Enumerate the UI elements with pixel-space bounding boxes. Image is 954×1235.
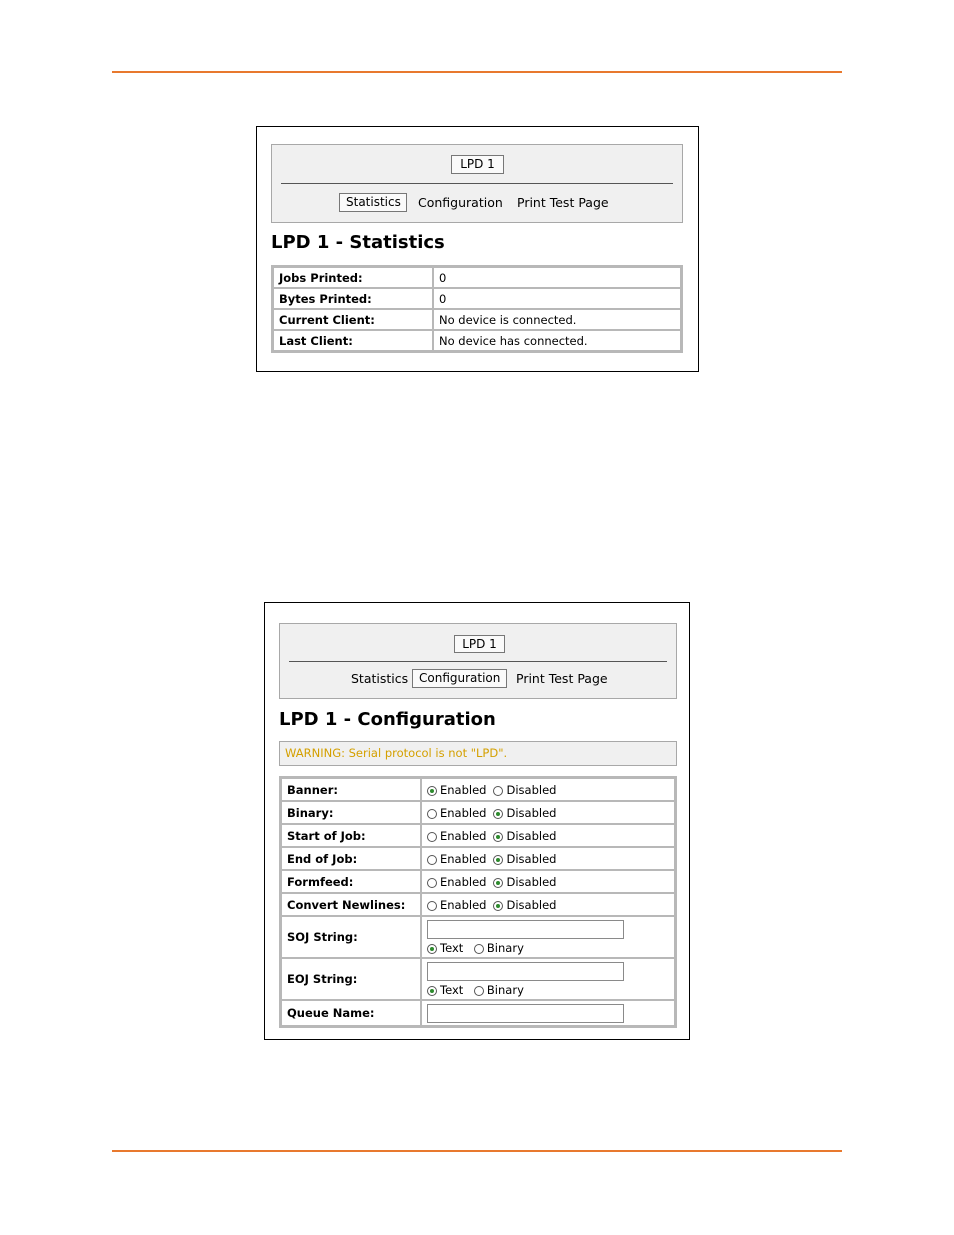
- queue-cell: [421, 1000, 675, 1026]
- nav-divider: [289, 661, 667, 662]
- radio-selected-icon[interactable]: [427, 786, 437, 796]
- row-value: No device is connected.: [433, 309, 681, 330]
- radio-selected-icon[interactable]: [427, 944, 437, 954]
- row-options: [421, 847, 675, 870]
- row-label: Start of Job:: [281, 824, 421, 847]
- radio-unselected-icon[interactable]: [427, 809, 437, 819]
- disabled-option[interactable]: [493, 783, 556, 797]
- tab-statistics[interactable]: Statistics: [351, 671, 409, 686]
- row-label: Bytes Printed:: [273, 288, 433, 309]
- soj-string-input[interactable]: [427, 920, 624, 939]
- queue-name-row: [281, 1000, 675, 1026]
- radio-selected-icon[interactable]: [493, 878, 503, 888]
- disabled-option[interactable]: [493, 806, 556, 820]
- row-label: Jobs Printed:: [273, 267, 433, 288]
- row-options: [421, 893, 675, 916]
- eoj-cell: [421, 958, 675, 1000]
- table-row: [273, 267, 681, 288]
- enabled-option[interactable]: [427, 875, 486, 889]
- disabled-option[interactable]: [493, 852, 556, 866]
- row-options: [421, 824, 675, 847]
- config-row: [281, 801, 675, 824]
- lpd-title-button[interactable]: LPD 1: [451, 155, 504, 174]
- enabled-option[interactable]: [427, 806, 486, 820]
- radio-unselected-icon[interactable]: [427, 878, 437, 888]
- option-label: Disabled: [506, 897, 557, 912]
- radio-unselected-icon[interactable]: [427, 832, 437, 842]
- tab-statistics[interactable]: Statistics: [339, 193, 407, 212]
- row-label: Queue Name:: [281, 1000, 421, 1026]
- table-row: [273, 330, 681, 351]
- row-label: Convert Newlines:: [281, 893, 421, 916]
- disabled-option[interactable]: [493, 875, 556, 889]
- config-row: [281, 893, 675, 916]
- option-label: Binary: [486, 940, 524, 955]
- row-label: Formfeed:: [281, 870, 421, 893]
- radio-selected-icon[interactable]: [493, 832, 503, 842]
- row-options: [421, 801, 675, 824]
- header-rule: [112, 71, 842, 73]
- nav-divider: [281, 183, 673, 184]
- row-label: SOJ String:: [281, 916, 421, 958]
- soj-text-option[interactable]: [427, 941, 463, 955]
- tab-print-test-page[interactable]: Print Test Page: [517, 195, 609, 210]
- row-value: No device has connected.: [433, 330, 681, 351]
- option-label: Text: [440, 940, 464, 955]
- lpd-title-button[interactable]: LPD 1: [454, 635, 505, 653]
- configuration-table: [279, 776, 677, 1028]
- config-row: [281, 870, 675, 893]
- statistics-screenshot: [256, 126, 699, 372]
- eoj-text-option[interactable]: [427, 983, 463, 997]
- disabled-option[interactable]: [493, 898, 556, 912]
- table-row: [273, 288, 681, 309]
- option-label: Enabled: [440, 851, 487, 866]
- row-label: Current Client:: [273, 309, 433, 330]
- soj-binary-option[interactable]: [474, 941, 524, 955]
- config-row: [281, 847, 675, 870]
- enabled-option[interactable]: [427, 898, 486, 912]
- eoj-mode-options: [427, 983, 669, 997]
- row-label: EOJ String:: [281, 958, 421, 1000]
- radio-unselected-icon[interactable]: [427, 855, 437, 865]
- enabled-option[interactable]: [427, 852, 486, 866]
- row-label: End of Job:: [281, 847, 421, 870]
- radio-unselected-icon[interactable]: [474, 986, 484, 996]
- radio-selected-icon[interactable]: [493, 901, 503, 911]
- row-label: Banner:: [281, 778, 421, 801]
- radio-selected-icon[interactable]: [493, 809, 503, 819]
- row-value: 0: [433, 267, 681, 288]
- tab-configuration[interactable]: Configuration: [418, 195, 503, 210]
- disabled-option[interactable]: [493, 829, 556, 843]
- soj-cell: [421, 916, 675, 958]
- row-label: Last Client:: [273, 330, 433, 351]
- radio-unselected-icon[interactable]: [493, 786, 503, 796]
- eoj-string-row: [281, 958, 675, 1000]
- enabled-option[interactable]: [427, 783, 486, 797]
- radio-selected-icon[interactable]: [493, 855, 503, 865]
- warning-banner: WARNING: Serial protocol is not "LPD".: [279, 741, 677, 766]
- option-label: Disabled: [506, 828, 557, 843]
- soj-string-row: [281, 916, 675, 958]
- soj-mode-options: [427, 941, 669, 955]
- row-options: [421, 870, 675, 893]
- option-label: Enabled: [440, 805, 487, 820]
- queue-name-input[interactable]: [427, 1004, 624, 1023]
- option-label: Enabled: [440, 874, 487, 889]
- option-label: Disabled: [506, 782, 557, 797]
- page-title: LPD 1 - Configuration: [279, 709, 496, 730]
- footer-rule: [112, 1150, 842, 1152]
- config-row: [281, 824, 675, 847]
- radio-selected-icon[interactable]: [427, 986, 437, 996]
- nav-panel: [271, 144, 683, 223]
- table-row: [273, 309, 681, 330]
- option-label: Enabled: [440, 897, 487, 912]
- option-label: Disabled: [506, 805, 557, 820]
- option-label: Disabled: [506, 874, 557, 889]
- row-label: Binary:: [281, 801, 421, 824]
- eoj-string-input[interactable]: [427, 962, 624, 981]
- row-value: 0: [433, 288, 681, 309]
- config-row: [281, 778, 675, 801]
- row-options: [421, 778, 675, 801]
- nav-panel: [279, 623, 677, 699]
- option-label: Disabled: [506, 851, 557, 866]
- option-label: Text: [440, 982, 464, 997]
- radio-unselected-icon[interactable]: [474, 944, 484, 954]
- enabled-option[interactable]: [427, 829, 486, 843]
- option-label: Enabled: [440, 828, 487, 843]
- page-title: LPD 1 - Statistics: [271, 232, 445, 253]
- option-label: Binary: [486, 982, 524, 997]
- tab-print-test-page[interactable]: Print Test Page: [516, 671, 608, 686]
- option-label: Enabled: [440, 782, 487, 797]
- radio-unselected-icon[interactable]: [427, 901, 437, 911]
- eoj-binary-option[interactable]: [474, 983, 524, 997]
- tab-configuration[interactable]: Configuration: [412, 669, 507, 688]
- statistics-table: [271, 265, 683, 353]
- configuration-screenshot: [264, 602, 690, 1040]
